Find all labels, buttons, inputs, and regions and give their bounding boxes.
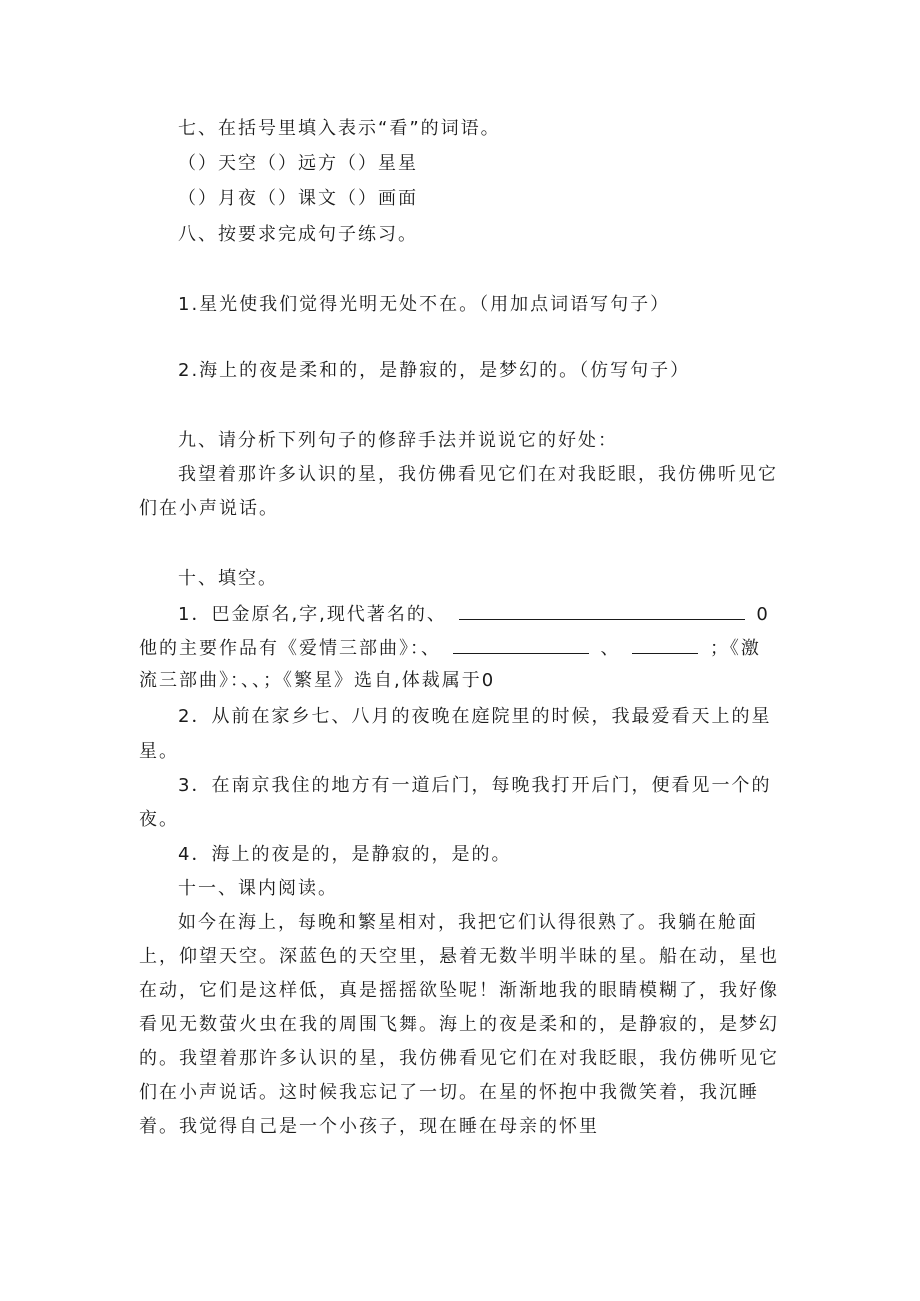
reading-line: 如今在海上，每晚和繁星相对，我把它们认得很熟了。我躺在舱面 — [178, 912, 758, 933]
answer-blank[interactable] — [459, 601, 745, 620]
section-7-row-2: （）月夜（）课文（）画面 — [178, 188, 418, 209]
answer-blank[interactable] — [453, 635, 589, 654]
fill-question-4: 4．海上的夜是的，是静寂的，是的。 — [178, 844, 512, 865]
section-7-title: 七、在括号里填入表示“看”的词语。 — [178, 118, 501, 139]
works-end: ；《激 — [709, 638, 761, 659]
reading-line: 着。我觉得自己是一个小孩子，现在睡在母亲的怀里 — [139, 1116, 599, 1137]
section-7-row-1: （）天空（）远方（）星星 — [178, 153, 418, 174]
section-9-line-2: 们在小声说话。 — [139, 498, 279, 519]
section-9-line-1: 我望着那许多认识的星，我仿佛看见它们在对我眨眼，我仿佛听见它 — [178, 464, 778, 485]
section-10-title: 十、填空。 — [178, 568, 278, 589]
fill-question-2-line-2: 星。 — [139, 741, 179, 762]
answer-blank[interactable] — [632, 635, 698, 654]
works-text: 他的主要作品有《爱情三部曲》：、 — [139, 638, 441, 659]
fill-question-1-line-3: 流三部曲》：、、；《繁星》选自,体裁属于0 — [139, 670, 496, 691]
separator: 、 — [600, 638, 621, 659]
section-8-question-2: 2.海上的夜是柔和的，是静寂的，是梦幻的。（仿写句子） — [178, 360, 691, 381]
reading-line: 上，仰望天空。深蓝色的天空里，悬着无数半明半昧的星。船在动，星也 — [139, 946, 779, 967]
reading-line: 看见无数萤火虫在我的周围飞舞。海上的夜是柔和的，是静寂的，是梦幻 — [139, 1014, 779, 1035]
fill-question-1-line-2 — [139, 635, 761, 661]
fill-question-3-line-2: 夜。 — [139, 809, 179, 830]
fill-question-1-text: 1．巴金原名,字,现代著名的、 — [178, 604, 447, 625]
fill-question-3-line-1: 3．在南京我住的地方有一道后门，每晚我打开后门，便看见一个的 — [178, 775, 772, 796]
section-11-title: 十一、课内阅读。 — [178, 878, 338, 899]
section-9-title: 九、请分析下列句子的修辞手法并说说它的好处： — [178, 430, 618, 451]
fill-question-2-line-1: 2．从前在家乡七、八月的夜晚在庭院里的时候，我最爱看天上的星 — [178, 706, 772, 727]
section-8-title: 八、按要求完成句子练习。 — [178, 224, 418, 245]
fill-question-1-line-1 — [178, 601, 783, 627]
section-8-question-1: 1.星光使我们觉得光明无处不在。（用加点词语写句子） — [178, 294, 671, 315]
fill-question-1-end: 0 — [756, 604, 770, 625]
reading-line: 的。我望着那许多认识的星，我仿佛看见它们在对我眨眼，我仿佛听见它 — [139, 1048, 779, 1069]
reading-line: 在动，它们是这样低，真是摇摇欲坠呢！渐渐地我的眼睛模糊了，我好像 — [139, 980, 779, 1001]
reading-line: 们在小声说话。这时候我忘记了一切。在星的怀抱中我微笑着，我沉睡 — [139, 1082, 759, 1103]
